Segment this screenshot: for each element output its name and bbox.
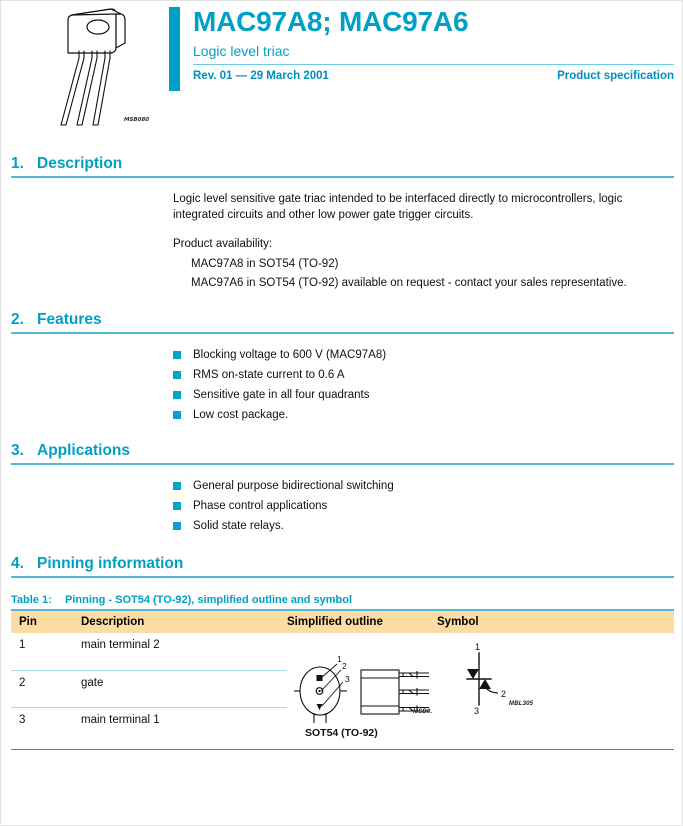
symbol-pin-label-1: 1 [475, 643, 481, 652]
bullet-square-icon [173, 391, 181, 399]
cell-description: main terminal 1 [81, 708, 287, 745]
column-header-pin: Pin [11, 611, 81, 633]
pinning-table-block [11, 594, 674, 750]
section-applications-heading [11, 442, 674, 460]
list-item [173, 407, 674, 423]
applications-body [173, 465, 674, 534]
document-subtitle: Logic level triac [193, 43, 290, 59]
document-header [1, 1, 682, 137]
outline-pin-label-2: 2 [342, 661, 347, 671]
revision-line [193, 68, 674, 84]
bullet-square-icon [173, 482, 181, 490]
section-title: Applications [37, 442, 131, 459]
application-text: Solid state relays. [193, 520, 284, 532]
outline-figure-code: MSB0. [413, 709, 433, 715]
sot54-outline-drawing [291, 645, 437, 734]
package-photo [43, 3, 153, 133]
list-item [173, 387, 674, 403]
pinning-table [11, 611, 674, 745]
section-number: 3. [11, 442, 24, 459]
bullet-square-icon [173, 411, 181, 419]
features-body [173, 334, 674, 423]
section-description [11, 155, 674, 291]
description-body [173, 178, 674, 291]
application-text: Phase control applications [193, 500, 328, 512]
section-number: 1. [11, 155, 24, 172]
package-photo-code: MSB080 [124, 117, 150, 123]
list-item [173, 518, 674, 534]
table-caption-label: Table 1: [11, 594, 52, 606]
availability-item-1: MAC97A8 in SOT54 (TO-92) [191, 258, 339, 270]
section-description-heading [11, 155, 674, 173]
section-features-heading [11, 311, 674, 329]
list-item [173, 367, 674, 383]
cell-symbol [437, 633, 674, 745]
feature-text: Sensitive gate in all four quadrants [193, 389, 370, 401]
cell-pin: 2 [11, 670, 81, 708]
document-title: MAC97A8; MAC97A6 [193, 6, 469, 37]
triac-triangle-upper [467, 669, 479, 679]
outline-pin-3-dot [317, 704, 323, 710]
cell-pin: 3 [11, 708, 81, 745]
outline-svg [291, 645, 437, 731]
section-title: Description [37, 155, 123, 172]
section-pinning-information [11, 555, 674, 578]
availability-item-2: MAC97A6 in SOT54 (TO-92) available on request - contact your sales representative. [191, 277, 627, 289]
section-applications [11, 442, 674, 534]
document-type: Product specification [557, 70, 674, 82]
symbol-figure-code: MBL305 [509, 701, 534, 707]
outline-pin-label-1: 1 [337, 654, 342, 664]
section-title: Pinning information [37, 555, 184, 572]
description-paragraph-1: Logic level sensitive gate triac intended to be interfaced directly to microcontrollers, logic integrated circuits and other low power gate trigger circuits. [173, 193, 623, 221]
list-item [173, 498, 674, 514]
application-text: General purpose bidirectional switching [193, 480, 394, 492]
column-header-description: Description [81, 611, 287, 633]
cell-description: main terminal 2 [81, 639, 160, 651]
features-list [173, 347, 674, 423]
table-row [11, 633, 674, 670]
outline-caption: SOT54 (TO-92) [305, 727, 378, 739]
section-number: 4. [11, 555, 24, 572]
header-title-block [169, 5, 674, 84]
column-header-symbol: Symbol [437, 611, 674, 633]
symbol-pin-label-2: 2 [501, 689, 507, 699]
cell-simplified-outline [287, 633, 437, 745]
feature-text: Low cost package. [193, 409, 289, 421]
table-header-row [11, 611, 674, 633]
feature-text: Blocking voltage to 600 V (MAC97A8) [193, 349, 387, 361]
to92-package-drawing [43, 3, 153, 133]
feature-text: RMS on-state current to 0.6 A [193, 369, 345, 381]
list-item [173, 478, 674, 494]
section-pinning-heading [11, 555, 674, 573]
section-number: 2. [11, 311, 24, 328]
symbol-pin-label-3: 3 [474, 706, 480, 715]
bullet-square-icon [173, 351, 181, 359]
outline-diagram-container [287, 639, 437, 739]
section-features [11, 311, 674, 423]
bullet-square-icon [173, 502, 181, 510]
section-title: Features [37, 311, 102, 328]
cell-description: gate [81, 670, 287, 708]
header-divider [193, 64, 674, 65]
revision-text: Rev. 01 — 29 March 2001 [193, 70, 329, 82]
bullet-square-icon [173, 371, 181, 379]
symbol-diagram-container [437, 639, 674, 739]
applications-list [173, 478, 674, 534]
list-item [173, 347, 674, 363]
outline-pin-label-3: 3 [345, 674, 350, 684]
table-bottom-rule [11, 749, 674, 750]
header-accent-bar [169, 7, 180, 91]
cell-pin: 1 [19, 639, 26, 651]
bullet-square-icon [173, 522, 181, 530]
table-caption [11, 594, 674, 606]
section-divider [11, 576, 674, 578]
description-paragraph-2: Product availability: [173, 238, 273, 250]
column-header-simplified-outline: Simplified outline [287, 611, 437, 633]
table-caption-text: Pinning - SOT54 (TO-92), simplified outline and symbol [65, 594, 353, 606]
